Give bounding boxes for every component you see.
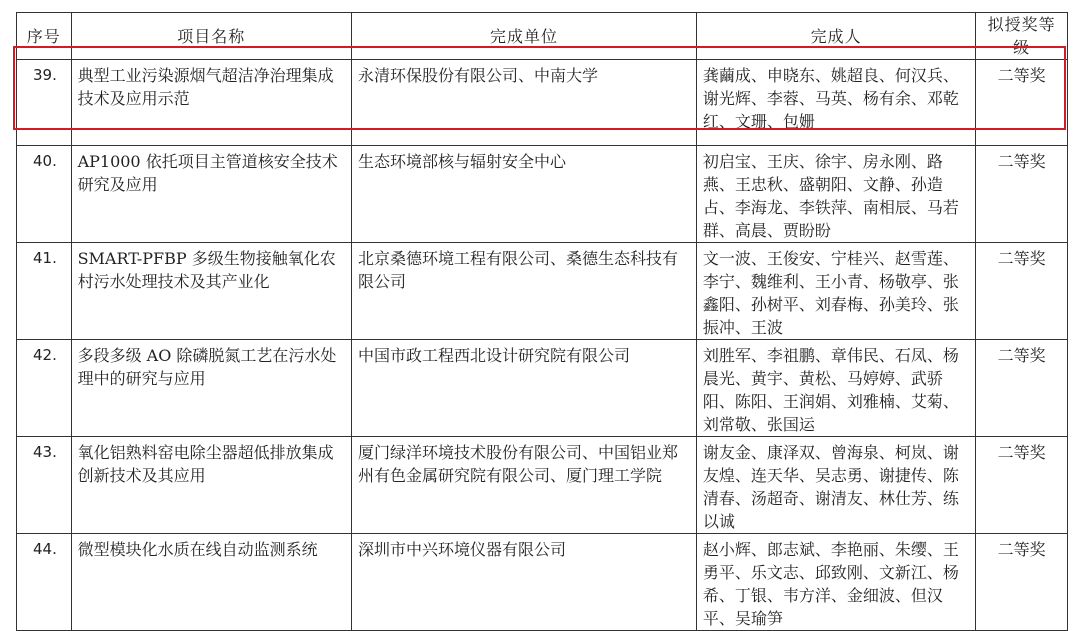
table-row <box>17 60 1068 146</box>
table-header-row <box>17 13 1068 60</box>
table-row <box>17 146 1068 243</box>
row-completing-unit: 厦门绿洋环境技术股份有限公司、中国铝业郑州有色金属研究院有限公司、厦门理工学院 <box>352 437 697 534</box>
row-project-name: 典型工业污染源烟气超洁净治理集成技术及应用示范 <box>71 60 351 146</box>
row-project-name: AP1000 依托项目主管道核安全技术研究及应用 <box>71 146 351 243</box>
row-completers: 初启宝、王庆、徐宇、房永刚、路燕、王忠秋、盛朝阳、文静、孙造占、李海龙、李铁萍、南相辰、马若群、高晨、贾盼盼 <box>696 146 975 243</box>
row-completing-unit: 生态环境部核与辐射安全中心 <box>352 146 697 243</box>
row-award-level: 二等奖 <box>976 340 1068 437</box>
row-project-name: 氧化铝熟料窑电除尘器超低排放集成创新技术及其应用 <box>71 437 351 534</box>
row-award-level: 二等奖 <box>976 60 1068 146</box>
row-award-level: 二等奖 <box>976 534 1068 631</box>
row-completers: 文一波、王俊安、宁桂兴、赵雪莲、李宁、魏维利、王小青、杨敬亭、张鑫阳、孙树平、刘春梅、孙美玲、张振冲、王波 <box>696 243 975 340</box>
row-completers: 赵小辉、郎志斌、李艳丽、朱缨、王勇平、乐文志、邱致刚、文新江、杨希、丁银、韦方洋、金细波、但汉平、吴瑜笋 <box>696 534 975 631</box>
row-award-level: 二等奖 <box>976 146 1068 243</box>
table-row <box>17 340 1068 437</box>
row-completing-unit: 深圳市中兴环境仪器有限公司 <box>352 534 697 631</box>
row-completers: 龚繭成、申晓东、姚超良、何汉兵、谢光辉、李蓉、马英、杨有余、邓乾红、文珊、包姗 <box>696 60 975 146</box>
row-completing-unit: 永清环保股份有限公司、中南大学 <box>352 60 697 146</box>
header-completers: 完成人 <box>696 13 975 60</box>
table-row <box>17 243 1068 340</box>
header-project-name: 项目名称 <box>71 13 351 60</box>
row-no: 40. <box>17 146 72 243</box>
row-no: 43. <box>17 437 72 534</box>
row-completers: 谢友金、康泽双、曾海泉、柯岚、谢友煌、连天华、吴志勇、谢捷传、陈清春、汤超奇、谢清友、林仕芳、练以诚 <box>696 437 975 534</box>
row-no: 42. <box>17 340 72 437</box>
table-row <box>17 534 1068 631</box>
header-award-level: 拟授奖等级 <box>976 13 1068 60</box>
row-award-level: 二等奖 <box>976 437 1068 534</box>
table-row <box>17 437 1068 534</box>
row-project-name: 微型模块化水质在线自动监测系统 <box>71 534 351 631</box>
row-no: 44. <box>17 534 72 631</box>
row-project-name: 多段多级 AO 除磷脱氮工艺在污水处理中的研究与应用 <box>71 340 351 437</box>
row-no: 41. <box>17 243 72 340</box>
row-completers: 刘胜军、李祖鹏、章伟民、石凤、杨晨光、黄宇、黄松、马婷婷、武骄阳、陈阳、王润娟、刘雅楠、艾菊、刘常敬、张国运 <box>696 340 975 437</box>
row-no: 39. <box>17 60 72 146</box>
awards-table <box>16 12 1068 631</box>
row-project-name: SMART-PFBP 多级生物接触氧化农村污水处理技术及其产业化 <box>71 243 351 340</box>
header-completing-unit: 完成单位 <box>352 13 697 60</box>
row-completing-unit: 中国市政工程西北设计研究院有限公司 <box>352 340 697 437</box>
row-completing-unit: 北京桑德环境工程有限公司、桑德生态科技有限公司 <box>352 243 697 340</box>
header-no: 序号 <box>17 13 72 60</box>
row-award-level: 二等奖 <box>976 243 1068 340</box>
